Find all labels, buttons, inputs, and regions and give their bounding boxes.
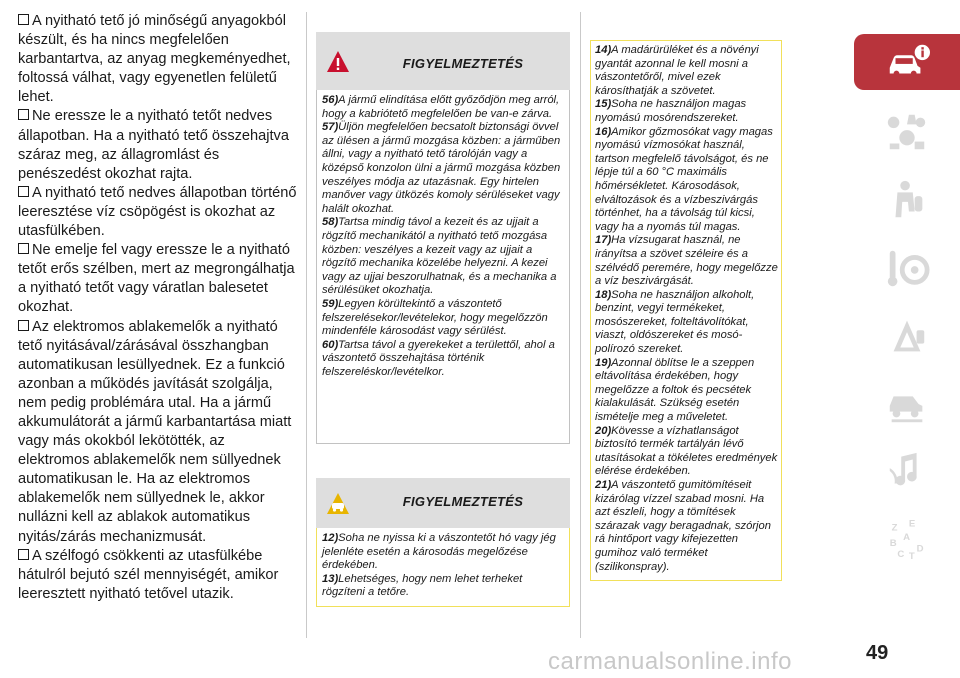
warning-column	[316, 32, 570, 607]
bullet-box-icon	[18, 14, 29, 25]
caution-item: 15)Soha ne használjon magas nyomású mosórendszereket.	[595, 98, 747, 124]
column-divider	[580, 12, 581, 638]
caution-item: 18)Soha ne használjon alkoholt, benzint, vegyi termékeket, mosószereket, folteltávolítókat, viaszt, oldószereket és mosó-polírozó szereket.	[595, 288, 755, 356]
bullet-box-icon	[18, 243, 29, 254]
alphabet-index-icon	[884, 517, 930, 563]
tab-safety[interactable]	[854, 170, 960, 230]
paragraph-4: Ne emelje fel vagy eressze le a nyitható tetőt erős szélben, mert az megrongálhatja a nyitható tetőt vagy váratlan balesetet okozhat.	[18, 242, 295, 316]
paragraph-5: Az elektromos ablakemelők a nyitható tető nyitásával/zárásával összhangban automatikusan lesüllyednek. Ez a funkció azonban a működés javítását szolgálja, nem pedig problémára utal. Ha a jármű akkumulátorát a jármű karbantartása miatt vagy más okokból lekötötték, az elektromos ablakemelők nem süllyednek automatikusan le. Ha az elektromos ablakemelők nem süllyednek le, akkor nullázni kell az ablakok automatikus nyitás/zárás mechanizmusát.	[18, 318, 292, 545]
car-info-icon	[884, 39, 930, 85]
dashboard-lights-icon	[884, 109, 930, 155]
music-wifi-icon	[884, 449, 930, 495]
tab-start-drive[interactable]	[854, 238, 960, 298]
caution-item: 17)Ha vízsugarat használ, ne irányítsa a szövet széleire és a szélvédő peremére, hogy megelőzze a víz beszivárgását.	[595, 234, 778, 288]
caution-item: 21)A vászontető gumitömítéseit kizárólag vízzel szabad mosni. Ha azt észleli, hogy a tömítések szárazak vagy beragadnak, szórjon rá hintőport vagy kifejezetten gumihoz való terméket (szilikonspray).	[595, 479, 771, 573]
warning-header	[316, 32, 570, 90]
warning-item: 60)Tartsa távol a gyerekeket a területtől, ahol a vászontető összehajtása történik felszereléskor/levételkor.	[322, 338, 555, 378]
page-number: 49	[866, 642, 889, 664]
caution-item: 13)Lehetséges, hogy nem lehet terheket rögzíteni a tetőre.	[322, 572, 523, 599]
main-text-column	[18, 12, 300, 604]
bullet-box-icon	[18, 186, 29, 197]
paragraph-1: A nyitható tető jó minőségű anyagokból készült, és ha nincs megfelelően karbantartva, az anyag megkeményedhet, foltossá válhat, vagy egyenetlen felületű lehet.	[18, 13, 291, 106]
caution-continued-box	[590, 40, 782, 581]
car-lift-icon	[884, 381, 930, 427]
watermark: carmanualsonline.info	[548, 648, 792, 675]
tab-dashboard[interactable]	[854, 102, 960, 162]
caution-item: 12)Soha ne nyissa ki a vászontetőt hó vagy jég jelenléte esetén a károsodás megelőzése érdekében.	[322, 532, 556, 572]
caution-box	[316, 528, 570, 607]
tab-maintenance[interactable]	[854, 374, 960, 434]
warning-title: FIGYELMEZTETÉS	[402, 56, 524, 71]
warning-item: 59)Legyen körültekintő a vászontető felszerelésekor/levételekor, hogy megelőzzön mindenféle károsodást vagy sérülést.	[322, 297, 548, 338]
warning-item: 56)A jármű elindítása előtt győződjön meg arról, hogy a kabriótető megfelelően be van-e zárva.	[322, 94, 560, 120]
caution-header	[316, 478, 570, 528]
paragraph-3: A nyitható tető nedves állapotban történő leeresztése víz csöpögést is okozhat az utasfülkében.	[18, 184, 297, 240]
seatbelt-person-icon	[884, 177, 930, 223]
tab-emergency[interactable]	[854, 306, 960, 366]
warning-triangle-icon	[884, 313, 930, 359]
caution-item: 14)A madárürüléket és a növényi gyantát azonnal le kell mosni a vászontetőről, mivel ezek károsíthatják a szövetet.	[595, 44, 759, 97]
warning-box	[316, 90, 570, 444]
svg-text:B: B	[889, 537, 897, 549]
column-divider	[306, 12, 307, 638]
tab-car-info[interactable]	[854, 34, 960, 90]
warning-item: 57)Üljön megfelelően becsatolt biztonsági övvel az ülésen a jármű mozgása közben: a járműben állni, vagy a nyitható tető tárolóján vagy a középső konzolon ülni a jármű mozgása közben veszélyes módja az utazásnak. Egy hirtelen manőver vagy ütközés komoly sérüléseket vagy halált okozhat.	[322, 121, 561, 215]
bullet-box-icon	[18, 549, 29, 560]
caution-item: 16)Amikor gőzmosókat vagy magas nyomású vízmosókat használ, tartson megfelelő távolságot, és ne lépje túl a 60 °C maximális hőmérsékletet. Károsodások, elváltozások és a vízbeszivárgás történhet, ha a távolság túl kicsi, vagy ha a nyomás túl magas.	[595, 125, 773, 233]
bullet-box-icon	[18, 320, 29, 331]
caution-title: FIGYELMEZTETÉS	[402, 494, 524, 509]
svg-text:T: T	[908, 551, 915, 563]
svg-text:A: A	[903, 532, 911, 543]
caution-item: 19)Azonnal öblítse le a szeppen eltávolítása érdekében, hogy megelőzze a foltok és pecsétek kialakulását. Szükség esetén ismételje meg a műveletet.	[595, 356, 755, 424]
svg-text:E: E	[908, 518, 916, 530]
tab-multimedia[interactable]	[854, 442, 960, 502]
paragraph-6: A szélfogó csökkenti az utasfülkébe hátulról bejutó szél mennyiségét, amikor leeresztett nyitható tetővel utazik.	[18, 547, 279, 602]
paragraph-2: Ne eressze le a nyitható tetőt nedves állapotban. Ha a nyitható tető összehajtva száraz meg, az állagromlást és penészedést okozhat rajta.	[18, 108, 289, 182]
key-steering-wheel-icon	[884, 245, 930, 291]
warning-item: 58)Tartsa mindig távol a kezeit és az ujjait a rögzítő mechanikától a nyitható tető mozgása közben: veszélyes a kezeit vagy az ujjait a rögzítő mechanika közelébe helyezni. A kezei vagy az ujjai beszorulhatnak, és a mechanika a sérülésüket okozhatja.	[322, 216, 557, 297]
svg-text:Z: Z	[891, 522, 898, 534]
svg-text:D: D	[916, 543, 924, 555]
svg-text:C: C	[897, 549, 905, 561]
caution-item: 20)Kövesse a vízhatlanságot biztosító termék tartályán lévő utasításokat a tökéletes eredmények elérése érdekében.	[595, 424, 778, 478]
bullet-box-icon	[18, 109, 29, 120]
tab-index[interactable]	[854, 510, 960, 570]
